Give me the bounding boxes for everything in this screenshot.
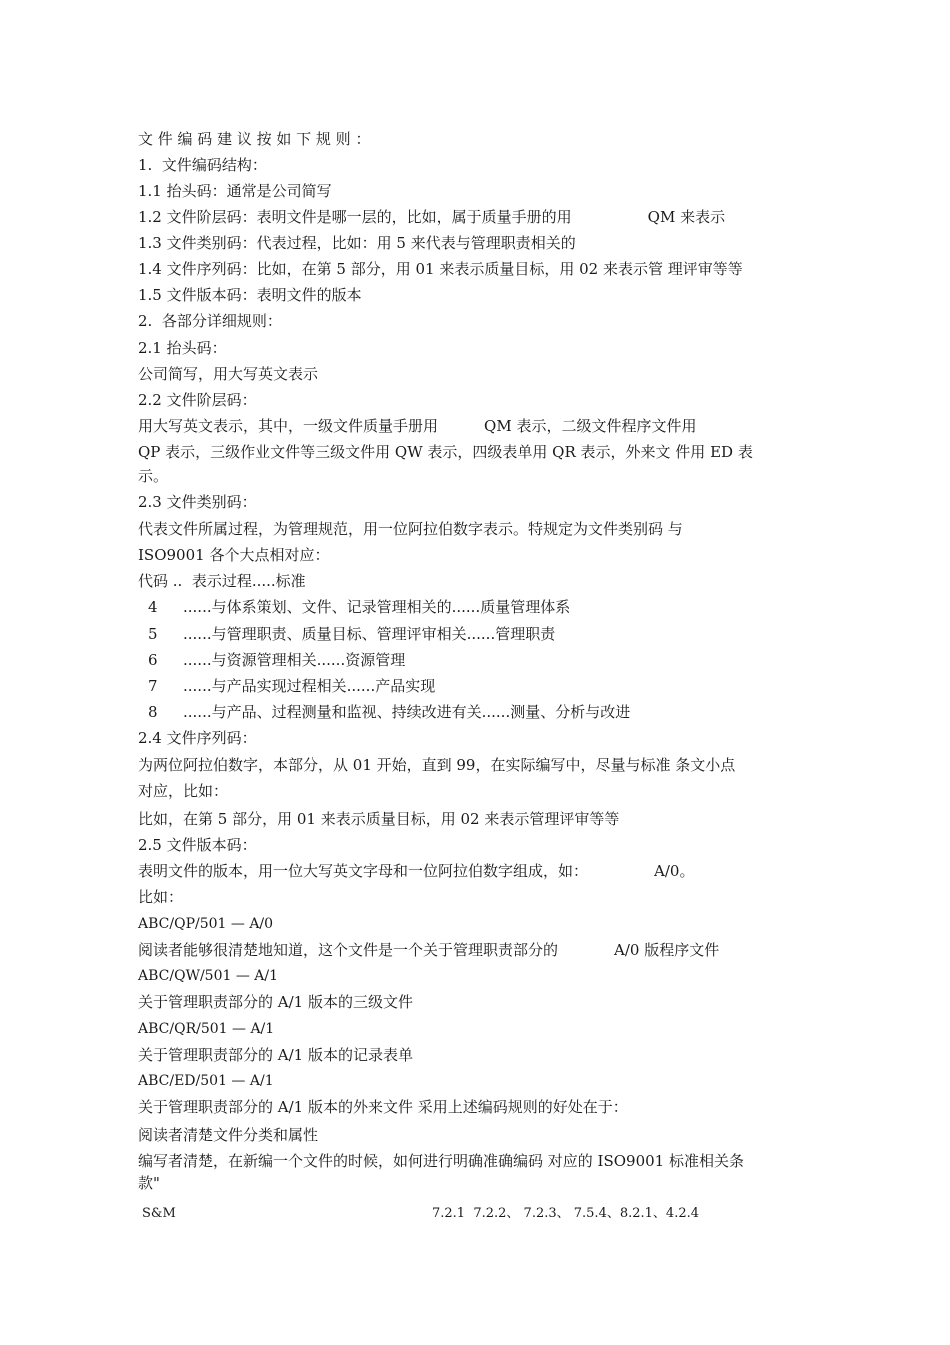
example-code-qp: ABC/QP/501 — A/0 — [138, 916, 274, 932]
item-2-5-code: A/0。 — [654, 862, 695, 880]
example-desc-qp-text: 阅读者能够很清楚地知道，这个文件是一个关于管理职责部分的 — [138, 941, 559, 959]
item-1-1: 1.1 抬头码：通常是公司简写 — [138, 182, 332, 200]
item-2-2: 2.2 文件阶层码： — [138, 391, 257, 409]
example-label: 比如： — [138, 888, 184, 906]
code-number: 7 — [148, 677, 158, 695]
benefit-2-cont: 款" — [138, 1174, 160, 1192]
item-2-4-body-2: 对应，比如： — [138, 782, 229, 800]
item-2-1: 2.1 抬头码： — [138, 339, 227, 357]
example-desc-qp — [138, 941, 719, 959]
example-desc-ed: 关于管理职责部分的 A/1 版本的外来文件 采用上述编码规则的好处在于： — [138, 1098, 628, 1116]
item-2-2-code: QM 表示，二级文件程序文件用 — [484, 417, 697, 435]
code-number: 5 — [148, 625, 158, 643]
item-2-2-text: 用大写英文表示，其中，一级文件质量手册用 — [138, 417, 439, 435]
footer-clause-list: 7.2.1 7.2.2、 7.2.3、 7.5.4、8.2.1、4.2.4 — [432, 1206, 699, 1221]
item-2-5: 2.5 文件版本码： — [138, 836, 257, 854]
example-desc-qp-version: A/0 版程序文件 — [614, 941, 720, 959]
item-2-3-body-2: ISO9001 各个大点相对应： — [138, 546, 330, 564]
code-number: 8 — [148, 703, 158, 721]
section-2-title: 2. 各部分详细规则： — [138, 312, 282, 330]
code-description: ......与产品实现过程相关......产品实现 — [183, 677, 436, 695]
code-description: ......与体系策划、文件、记录管理相关的......质量管理体系 — [183, 598, 571, 616]
item-2-1-body: 公司简写，用大写英文表示 — [138, 365, 319, 383]
code-description: ......与产品、过程测量和监视、持续改进有关......测量、分析与改进 — [183, 703, 631, 721]
example-desc-qw: 关于管理职责部分的 A/1 版本的三级文件 — [138, 993, 413, 1011]
item-1-3: 1.3 文件类别码：代表过程，比如：用 5 来代表与管理职责相关的 — [138, 234, 576, 252]
item-1-2-text: 1.2 文件阶层码：表明文件是哪一层的，比如，属于质量手册的用 — [138, 208, 572, 226]
item-1-2 — [138, 208, 725, 226]
code-number: 4 — [148, 598, 158, 616]
footer-left-label: S&M — [142, 1206, 176, 1221]
example-desc-qr: 关于管理职责部分的 A/1 版本的记录表单 — [138, 1046, 413, 1064]
code-description: ......与资源管理相关......资源管理 — [183, 651, 406, 669]
benefit-1: 阅读者清楚文件分类和属性 — [138, 1126, 319, 1144]
code-description: ......与管理职责、质量目标、管理评审相关......管理职责 — [183, 625, 556, 643]
item-1-4: 1.4 文件序列码：比如，在第 5 部分，用 01 来表示质量目标，用 02 来表示管 理评审等等 — [138, 260, 743, 278]
example-code-qr: ABC/QR/501 — A/1 — [138, 1021, 275, 1037]
code-number: 6 — [148, 651, 158, 669]
item-2-5-body — [138, 862, 694, 880]
item-2-4-body-1: 为两位阿拉伯数字，本部分，从 01 开始，直到 99，在实际编写中，尽量与标准 条文小点 — [138, 756, 736, 774]
item-1-2-code: QM 来表示 — [647, 208, 726, 226]
item-2-2-body-2: QP 表示，三级作业文件等三级文件用 QW 表示，四级表单用 QR 表示，外来文 件用 ED 表 — [138, 443, 753, 461]
section-1-title: 1. 文件编码结构： — [138, 156, 267, 174]
item-2-3-body-1: 代表文件所属过程，为管理规范，用一位阿拉伯数字表示。特规定为文件类别码 与 — [138, 520, 683, 538]
item-1-5: 1.5 文件版本码：表明文件的版本 — [138, 286, 362, 304]
item-2-2-body-3: 示。 — [138, 467, 169, 485]
benefit-2: 编写者清楚，在新编一个文件的时候，如何进行明确准确编码 对应的 ISO9001 标准相关条 — [138, 1152, 744, 1170]
item-2-4: 2.4 文件序列码： — [138, 729, 257, 747]
item-2-2-body-1 — [138, 417, 696, 435]
item-2-5-text: 表明文件的版本，用一位大写英文字母和一位阿拉伯数字组成，如： — [138, 862, 589, 880]
example-code-qw: ABC/QW/501 — A/1 — [138, 968, 279, 984]
item-2-3: 2.3 文件类别码： — [138, 493, 257, 511]
code-table-header: 代码 .. 表示过程.....标准 — [138, 572, 306, 590]
example-code-ed: ABC/ED/501 — A/1 — [138, 1073, 274, 1089]
doc-heading: 文 件 编 码 建 议 按 如 下 规 则 ： — [138, 130, 371, 148]
item-2-4-body-3: 比如，在第 5 部分，用 01 来表示质量目标，用 02 来表示管理评审等等 — [138, 810, 620, 828]
